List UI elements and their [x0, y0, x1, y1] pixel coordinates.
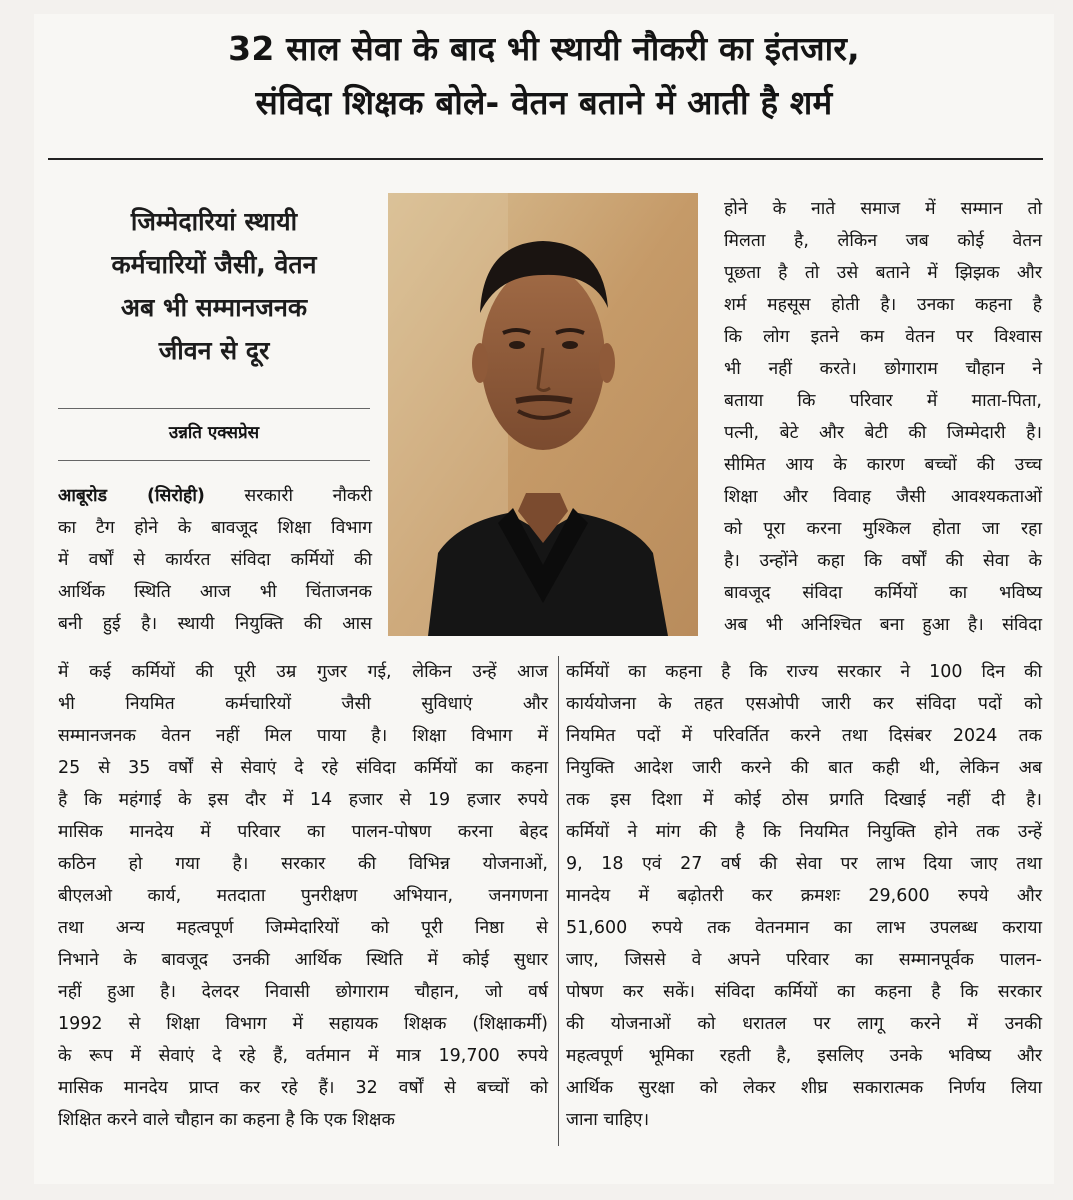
left-column-top: [58, 480, 372, 640]
article-line: के रूप में सेवाएं दे रहे हैं, वर्तमान में मात्र 19,700 रुपये: [58, 1046, 548, 1066]
article-line: कि लोग इतने कम वेतन पर विश्वास: [724, 327, 1042, 347]
subheadline-line: अब भी सम्मानजनक: [120, 293, 308, 322]
article-line: शिक्षा और विवाह जैसी आवश्यकताओं: [724, 487, 1042, 507]
article-line: का टैग होने के बावजूद शिक्षा विभाग: [58, 518, 372, 538]
article-line: अब भी अनिश्चित बना हुआ है। संविदा: [724, 615, 1042, 635]
left-column-bottom: [58, 656, 548, 1136]
article-line: बावजूद संविदा कर्मियों का भविष्य: [724, 583, 1042, 603]
teacher-photo: [388, 193, 698, 636]
article-line: जाए, जिससे वे अपने परिवार का सम्मानपूर्वक पालन-: [566, 950, 1042, 970]
article-line: मानदेय में बढ़ोतरी कर क्रमशः 29,600 रुपये और: [566, 886, 1042, 906]
subheadline: [58, 200, 370, 372]
article-line: पोषण कर सकें। संविदा कर्मियों का कहना है कि सरकार: [566, 982, 1042, 1002]
article-line: 9, 18 एवं 27 वर्ष की सेवा पर लाभ दिया जाए तथा: [566, 854, 1042, 874]
article-line: नहीं हुआ है। देलदर निवासी छोगाराम चौहान, जो वर्ष: [58, 982, 548, 1002]
article-line: पत्नी, बेटे और बेटी की जिम्मेदारी है।: [724, 423, 1042, 443]
article-line: है कि महंगाई के इस दौर में 14 हजार से 19 हजार रुपये: [58, 790, 548, 810]
right-column-bottom: [566, 656, 1042, 1136]
column-divider: [558, 656, 559, 1146]
article-line: को पूरा करना मुश्किल होता जा रहा: [724, 519, 1042, 539]
article-line: शिक्षित करने वाले चौहान का कहना है कि एक शिक्षक: [58, 1110, 395, 1130]
article-line: बीएलओ कार्य, मतदाता पुनरीक्षण अभियान, जनगणना: [58, 886, 548, 906]
article-line: कार्ययोजना के तहत एसओपी जारी कर संविदा पदों को: [566, 694, 1042, 714]
dateline: आबूरोड (सिरोही): [58, 486, 205, 506]
article-text: सरकारी नौकरी: [244, 486, 372, 506]
article-line: पूछता है तो उसे बताने में झिझक और: [724, 263, 1042, 283]
article-line: महत्वपूर्ण भूमिका रहती है, इसलिए उनके भविष्य और: [566, 1046, 1042, 1066]
article-line: भी नियमित कर्मचारियों जैसी सुविधाएं और: [58, 694, 548, 714]
article-line: जाना चाहिए।: [566, 1110, 650, 1130]
article-line: 51,600 रुपये तक वेतनमान का लाभ उपलब्ध कराया: [566, 918, 1042, 938]
subheadline-line: कर्मचारियों जैसी, वेतन: [111, 250, 317, 279]
article-line: बनी हुई है। स्थायी नियुक्ति की आस: [58, 614, 372, 634]
article-line: में वर्षों से कार्यरत संविदा कर्मियों की: [58, 550, 372, 570]
article-line: तथा अन्य महत्वपूर्ण जिम्मेदारियों को पूरी निष्ठा से: [58, 918, 548, 938]
headline-line-2: संविदा शिक्षक बोले- वेतन बताने में आती है शर्म: [255, 83, 833, 122]
article-line: [58, 480, 372, 512]
article-line: आर्थिक स्थिति आज भी चिंताजनक: [58, 582, 372, 602]
article-line: मिलता है, लेकिन जब कोई वेतन: [724, 231, 1042, 251]
portrait-image: [388, 193, 698, 636]
subheadline-line: जिम्मेदारियां स्थायी: [130, 207, 298, 236]
article-line: में कई कर्मियों की पूरी उम्र गुजर गई, लेकिन उन्हें आज: [58, 662, 548, 682]
article-line: आर्थिक सुरक्षा को लेकर शीघ्र सकारात्मक निर्णय लिया: [566, 1078, 1042, 1098]
subheadline-line: जीवन से दूर: [158, 336, 270, 365]
subhead-rule: [58, 408, 370, 409]
article-line: मासिक मानदेय में परिवार का पालन-पोषण करना बेहद: [58, 822, 548, 842]
byline: उन्नति एक्सप्रेस: [168, 423, 260, 443]
article-line: नियमित पदों में परिवर्तित करने तथा दिसंबर 2024 तक: [566, 726, 1042, 746]
article-line: नियुक्ति आदेश जारी करने की बात कही थी, लेकिन अब: [566, 758, 1042, 778]
article-line: तक इस दिशा में कोई ठोस प्रगति दिखाई नहीं दी है।: [566, 790, 1042, 810]
article-line: की योजनाओं को धरातल पर लागू करने में उनकी: [566, 1014, 1042, 1034]
article-line: भी नहीं करते। छोगाराम चौहान ने: [724, 359, 1042, 379]
article-line: मासिक मानदेय प्राप्त कर रहे हैं। 32 वर्षों से बच्चों को: [58, 1078, 548, 1098]
article-line: है। उन्होंने कहा कि वर्षों की सेवा के: [724, 551, 1042, 571]
article-line: 1992 से शिक्षा विभाग में सहायक शिक्षक (शिक्षाकर्मी): [58, 1014, 548, 1034]
article-line: सम्मानजनक वेतन नहीं मिल पाया है। शिक्षा विभाग में: [58, 726, 548, 746]
headline-rule: [48, 158, 1043, 160]
article-line: कठिन हो गया है। सरकार की विभिन्न योजनाओं,: [58, 854, 548, 874]
right-column-top: [724, 193, 1042, 641]
headline-line-1: 32 साल सेवा के बाद भी स्थायी नौकरी का इंतजार,: [228, 29, 860, 68]
article-line: कर्मियों का कहना है कि राज्य सरकार ने 100 दिन की: [566, 662, 1042, 682]
article-line: कर्मियों ने मांग की है कि नियमित नियुक्ति होने तक उन्हें: [566, 822, 1042, 842]
headline: [34, 22, 1054, 130]
article-line: बताया कि परिवार में माता-पिता,: [724, 391, 1042, 411]
article-line: होने के नाते समाज में सम्मान तो: [724, 199, 1042, 219]
article-line: निभाने के बावजूद उनकी आर्थिक स्थिति में कोई सुधार: [58, 950, 548, 970]
article-line: शर्म महसूस होती है। उनका कहना है: [724, 295, 1042, 315]
article-line: सीमित आय के कारण बच्चों की उच्च: [724, 455, 1042, 475]
byline-rule: [58, 460, 370, 461]
article-line: 25 से 35 वर्षों से सेवाएं दे रहे संविदा कर्मियों का कहना: [58, 758, 548, 778]
